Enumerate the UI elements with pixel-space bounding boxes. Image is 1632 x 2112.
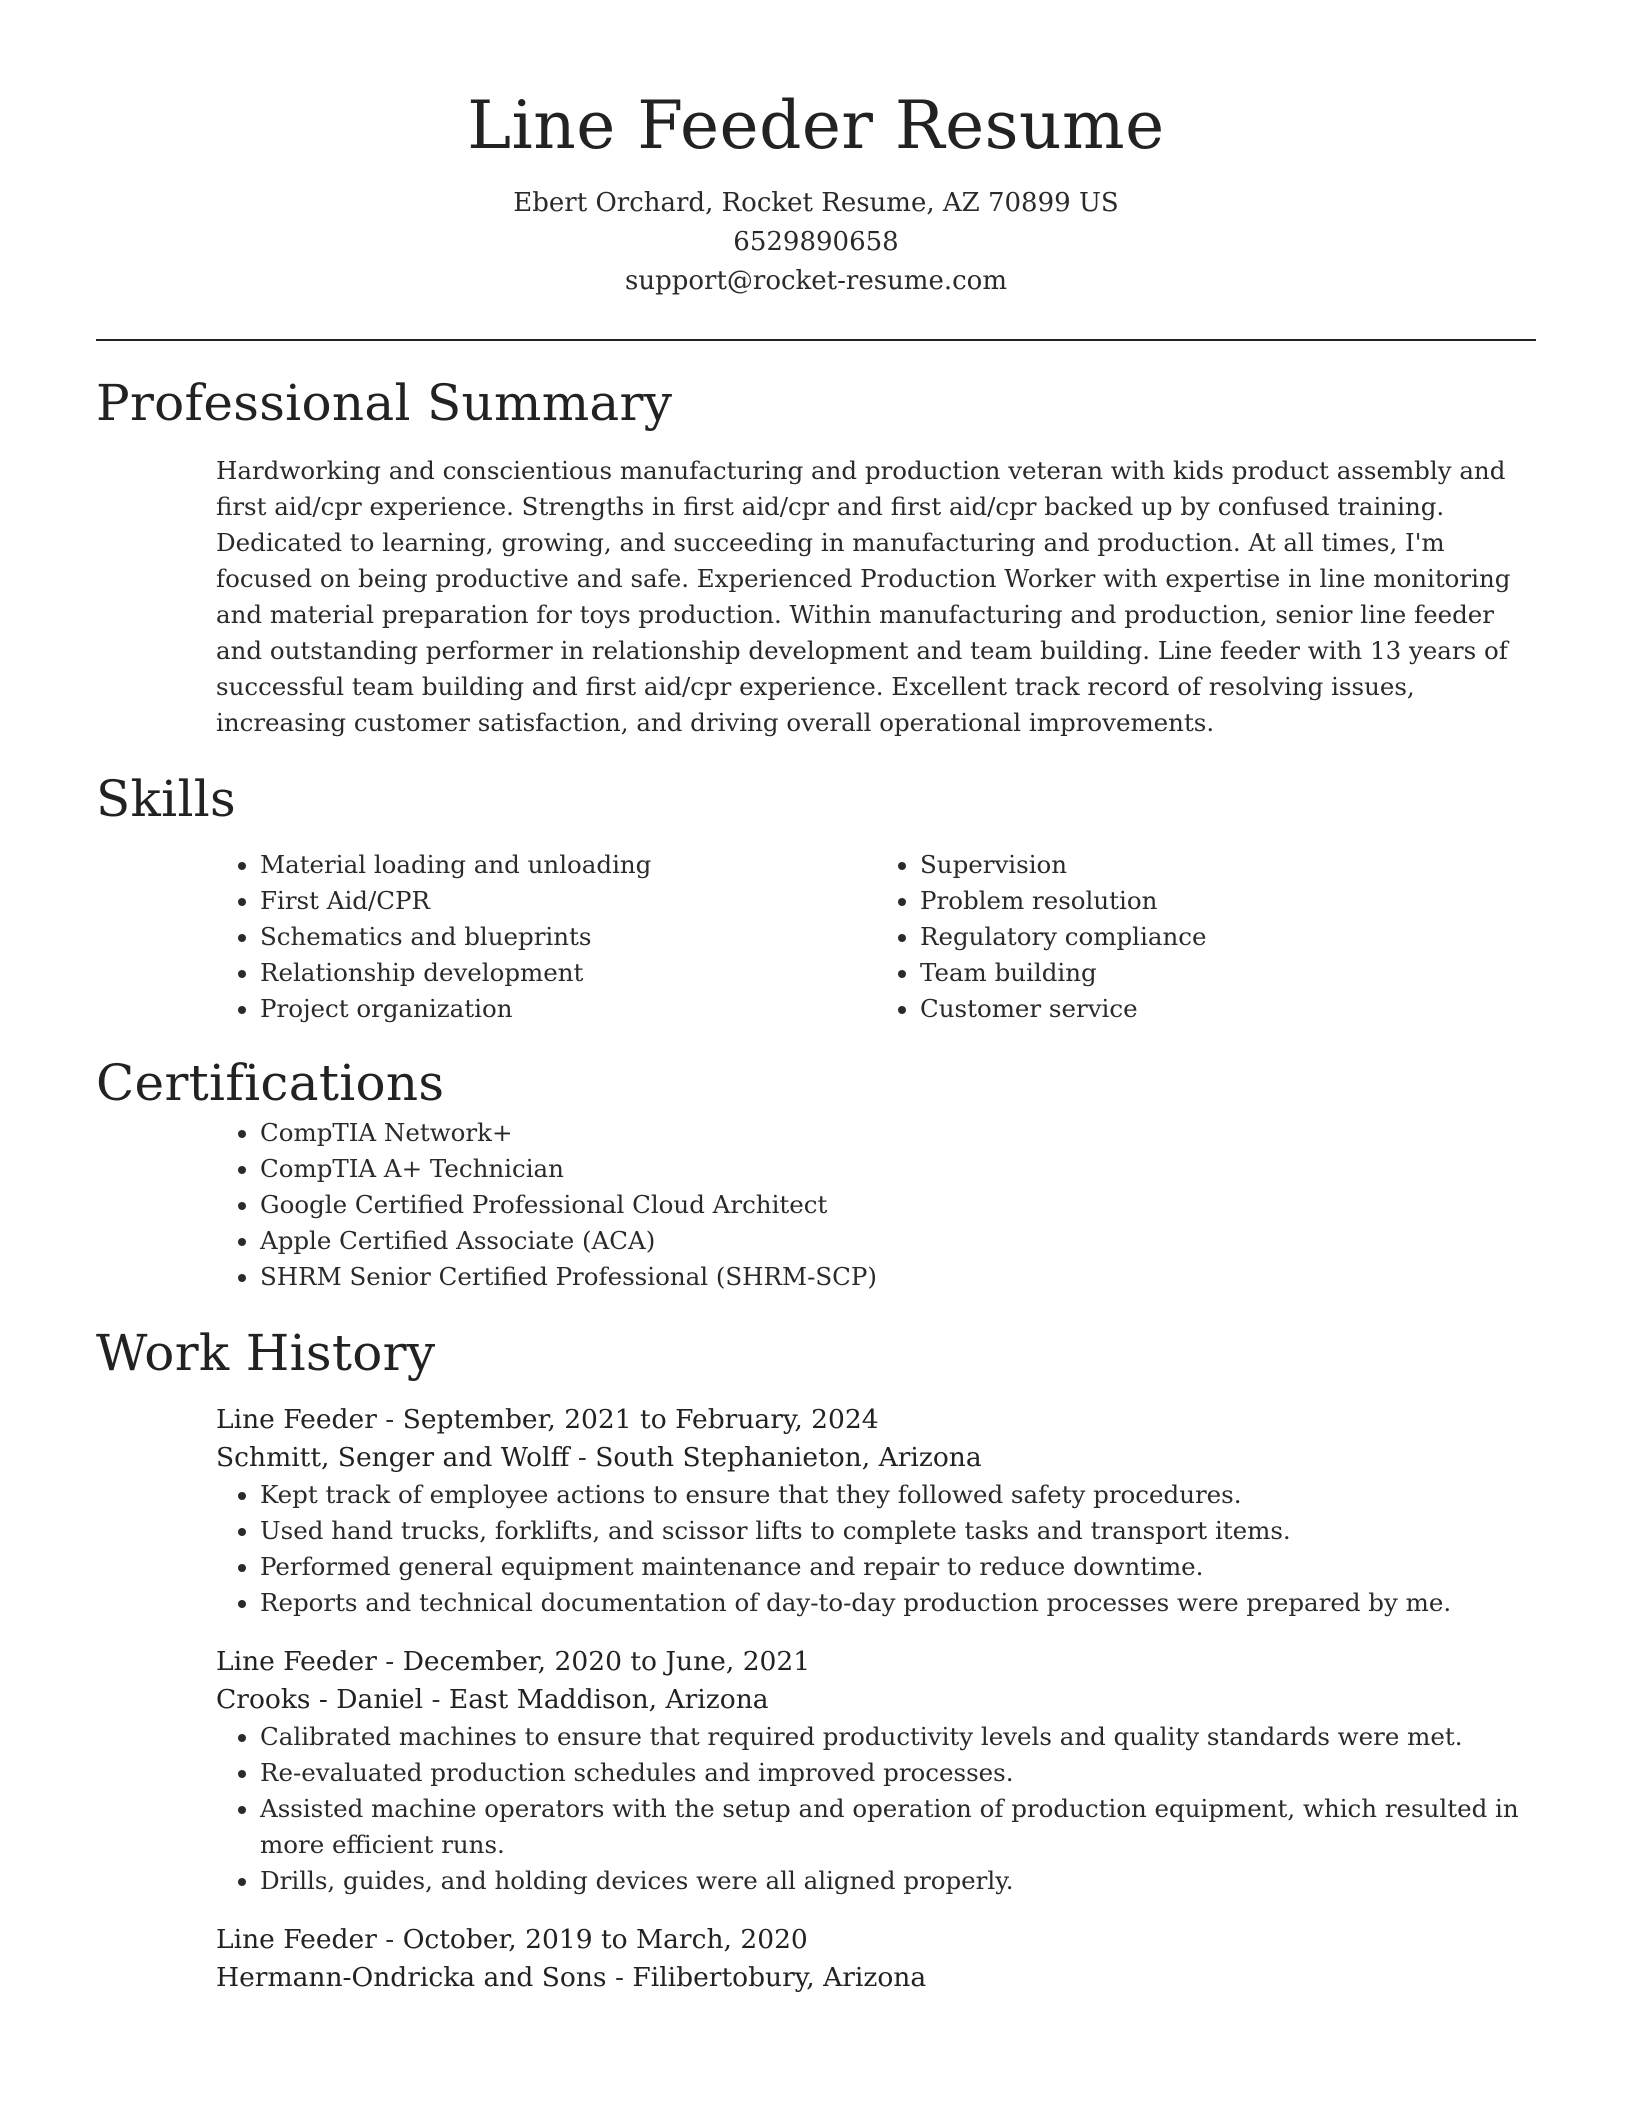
- job-title: Line Feeder: [216, 1404, 377, 1435]
- skill-item: • Customer service: [920, 991, 1536, 1027]
- job-title: Line Feeder: [216, 1924, 377, 1955]
- job-title-line: [216, 1401, 1536, 1439]
- certification-item: • Apple Certified Associate (ACA): [260, 1223, 1536, 1259]
- skill-item: • Supervision: [920, 847, 1536, 883]
- job-title-line: [216, 1643, 1536, 1681]
- skill-item: • Relationship development: [260, 955, 876, 991]
- job-company-line: [216, 1959, 1536, 1997]
- certifications-section: [96, 1051, 1536, 1295]
- skill-item: • Team building: [920, 955, 1536, 991]
- duty-item: • Kept track of employee actions to ensure that they followed safety procedures.: [260, 1477, 1536, 1513]
- skills-list-left: [216, 847, 876, 1027]
- separator: -: [376, 1924, 403, 1955]
- skill-item: • Project organization: [260, 991, 876, 1027]
- skill-item: • Problem resolution: [920, 883, 1536, 919]
- job-company-line: [216, 1681, 1536, 1719]
- separator: -: [423, 1684, 449, 1715]
- certification-item: • CompTIA A+ Technician: [260, 1151, 1536, 1187]
- job-entry: [216, 1401, 1536, 1621]
- job-duties: [216, 1477, 1536, 1621]
- job-title-line: [216, 1921, 1536, 1959]
- contact-block: [96, 184, 1536, 301]
- skills-grid: [216, 847, 1536, 1027]
- work-history-section: [96, 1321, 1536, 1997]
- job-company: Schmitt, Senger and Wolff: [216, 1442, 570, 1473]
- phone: 6529890658: [733, 227, 899, 257]
- certification-item: • Google Certified Professional Cloud Architect: [260, 1187, 1536, 1223]
- job-title: Line Feeder: [216, 1646, 377, 1677]
- duty-item: • Calibrated machines to ensure that required productivity levels and quality standards were met.: [260, 1719, 1536, 1755]
- resume-page: [96, 0, 1536, 1997]
- skills-list-right: [876, 847, 1536, 1027]
- job-company: Hermann-Ondricka and Sons: [216, 1962, 607, 1993]
- skill-item: • Material loading and unloading: [260, 847, 876, 883]
- email: support@rocket-resume.com: [624, 266, 1007, 296]
- certifications-heading: Certifications: [96, 1054, 445, 1112]
- certification-item: • CompTIA Network+: [260, 1115, 1536, 1151]
- separator: -: [569, 1442, 596, 1473]
- work-history-heading: Work History: [96, 1324, 436, 1382]
- job-location: Filibertobury, Arizona: [632, 1962, 927, 1993]
- skills-heading: Skills: [96, 770, 236, 828]
- duty-item: • Performed general equipment maintenance and repair to reduce downtime.: [260, 1549, 1536, 1585]
- address: Ebert Orchard, Rocket Resume, AZ 70899 US: [513, 188, 1119, 218]
- skill-item: • Schematics and blueprints: [260, 919, 876, 955]
- duty-item: • Reports and technical documentation of day-to-day production processes were prepared by me.: [260, 1585, 1536, 1621]
- summary-heading: Professional Summary: [96, 374, 673, 432]
- job-company-line: [216, 1439, 1536, 1477]
- job-entry: [216, 1643, 1536, 1899]
- job-dates: December, 2020 to June, 2021: [402, 1646, 811, 1677]
- certifications-list: [216, 1115, 1536, 1295]
- job-location: East Maddison, Arizona: [448, 1684, 769, 1715]
- job-dates: September, 2021 to February, 2024: [402, 1404, 879, 1435]
- resume-title: Line Feeder Resume: [467, 87, 1165, 164]
- skill-item: • Regulatory compliance: [920, 919, 1536, 955]
- duty-item: • Drills, guides, and holding devices were all aligned properly.: [260, 1863, 1536, 1899]
- separator: -: [376, 1646, 403, 1677]
- skill-item: • First Aid/CPR: [260, 883, 876, 919]
- duty-item: • Used hand trucks, forklifts, and scissor lifts to complete tasks and transport items.: [260, 1513, 1536, 1549]
- job-company: Crooks - Daniel: [216, 1684, 424, 1715]
- resume-header: [96, 0, 1536, 301]
- separator: -: [376, 1404, 403, 1435]
- duty-item: • Assisted machine operators with the setup and operation of production equipment, which resulted in more efficient runs.: [260, 1791, 1536, 1863]
- job-entry: [216, 1921, 1536, 1997]
- job-location: South Stephanieton, Arizona: [595, 1442, 982, 1473]
- header-divider: [96, 339, 1536, 341]
- separator: -: [606, 1962, 633, 1993]
- summary-text: Hardworking and conscientious manufacturing and production veteran with kids product assembly and first aid/cpr experience. Strengths in first aid/cpr and first aid/cpr backed up by confused training. Dedicated to learning, growing, and succeeding in manufacturing and production. At all times, I'm focused on being productive and safe. Experienced Production Worker with expertise in line monitoring and material preparation for toys production. Within manufacturing and production, senior line feeder and outstanding performer in relationship development and team building. Line feeder with 13 years of successful team building and first aid/cpr experience. Excellent track record of resolving issues, increasing customer satisfaction, and driving overall operational improvements.: [216, 456, 1511, 737]
- job-duties: [216, 1719, 1536, 1899]
- duty-item: • Re-evaluated production schedules and improved processes.: [260, 1755, 1536, 1791]
- summary-section: [96, 371, 1536, 741]
- skills-section: [96, 767, 1536, 1027]
- job-dates: October, 2019 to March, 2020: [402, 1924, 808, 1955]
- certification-item: • SHRM Senior Certified Professional (SHRM-SCP): [260, 1259, 1536, 1295]
